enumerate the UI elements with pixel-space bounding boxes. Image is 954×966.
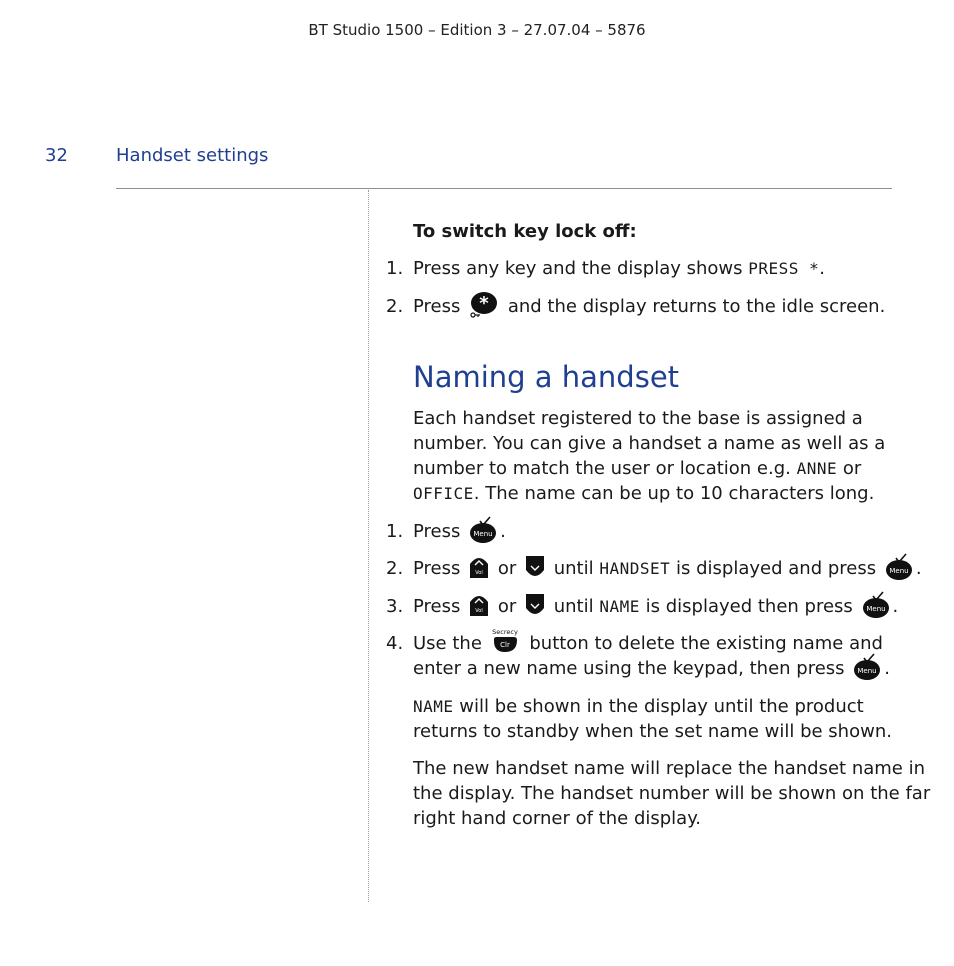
menu-key-icon: [852, 653, 882, 681]
header-rule: [116, 188, 892, 189]
step-number: 4.: [386, 633, 404, 654]
naming-intro-line-1: Each handset registered to the base is assigned a: [413, 408, 863, 429]
intro-text: or: [842, 458, 862, 479]
step-number: 1.: [386, 521, 404, 542]
step-text-end: .: [915, 558, 922, 579]
step-number: 2.: [386, 296, 404, 317]
intro-text: . The name can be up to 10 characters long.: [473, 483, 875, 504]
step-text: button to delete the existing name and: [529, 633, 883, 654]
star-key-icon: [468, 291, 500, 319]
step-text: until: [553, 558, 594, 579]
volume-up-key-icon: [468, 592, 490, 618]
step-text: Press: [413, 521, 461, 542]
display-text-name: NAME: [413, 697, 454, 716]
volume-down-key-icon: [524, 554, 546, 580]
naming-step-2: [386, 556, 922, 581]
clear-secrecy-key-icon: [490, 628, 522, 656]
svg-text:*: *: [479, 293, 489, 314]
step-text: until: [553, 596, 594, 617]
menu-key-icon: [861, 591, 891, 619]
column-divider: [368, 190, 369, 902]
menu-key-icon: [884, 553, 914, 581]
menu-key-label: Menu: [473, 530, 493, 538]
naming-intro-line-3: [413, 456, 861, 481]
naming-step-3: [386, 594, 899, 619]
step-text-end: .: [884, 658, 891, 679]
step-text-end: .: [892, 596, 899, 617]
display-text-handset: HANDSET: [599, 559, 671, 578]
display-text-anne: ANNE: [796, 459, 838, 478]
keylock-heading: To switch key lock off:: [413, 221, 637, 242]
step-text-end: .: [819, 258, 825, 279]
step-text: or: [497, 596, 517, 617]
step-text: is displayed then press: [645, 596, 853, 617]
step-text: and the display returns to the idle screen.: [507, 296, 886, 317]
secrecy-label: Secrecy: [491, 628, 518, 636]
replace-note-line-1: The new handset name will replace the handset name in: [413, 758, 926, 779]
keylock-step-2: [386, 293, 886, 319]
step-number: 1.: [386, 258, 404, 279]
document-info: BT Studio 1500 – Edition 3 – 27.07.04 – 5876: [308, 21, 646, 39]
clr-key-label: Clr: [499, 641, 510, 649]
section-title: Handset settings: [116, 145, 269, 166]
step-text: is displayed and press: [676, 558, 877, 579]
display-text-office: OFFICE: [413, 484, 474, 503]
naming-heading: Naming a handset: [413, 360, 680, 394]
naming-intro-line-2: number. You can give a handset a name as well as a: [413, 433, 886, 454]
step-text: or: [497, 558, 517, 579]
volume-down-key-icon: [524, 592, 546, 618]
menu-key-label: Menu: [865, 605, 886, 613]
page-number: 32: [45, 145, 68, 166]
name-note-line-2: returns to standby when the set name will be shown.: [413, 721, 892, 742]
naming-step-4-line-2: [413, 656, 890, 681]
step-number: 3.: [386, 596, 404, 617]
replace-note-line-2: the display. The handset number will be shown on the far: [413, 783, 931, 804]
step-text: Press any key and the display shows: [413, 258, 743, 279]
replace-note-line-3: right hand corner of the display.: [413, 808, 702, 829]
menu-key-label: Menu: [889, 567, 909, 575]
step-text: Press: [413, 296, 461, 317]
vol-key-label: Vol: [475, 608, 483, 614]
volume-up-key-icon: [468, 554, 490, 580]
menu-key-label: Menu: [857, 667, 877, 675]
note-text: will be shown in the display until the product: [459, 696, 864, 717]
keylock-step-1: [386, 256, 825, 281]
step-text: Use the: [413, 633, 482, 654]
display-text-name: NAME: [599, 597, 640, 616]
name-note-line-1: [413, 694, 864, 719]
vol-key-label: Vol: [475, 570, 483, 576]
step-text: Press: [413, 596, 461, 617]
step-text-end: .: [500, 521, 506, 542]
naming-step-4: [386, 628, 883, 656]
naming-intro-line-4: [413, 481, 874, 506]
menu-key-icon: [468, 516, 498, 544]
naming-step-1: [386, 519, 506, 544]
step-text: enter a new name using the keypad, then press: [413, 658, 845, 679]
step-text: Press: [413, 558, 461, 579]
intro-text: number to match the user or location e.g.: [413, 458, 791, 479]
display-text-press-star: PRESS *: [748, 259, 820, 278]
step-number: 2.: [386, 558, 404, 579]
